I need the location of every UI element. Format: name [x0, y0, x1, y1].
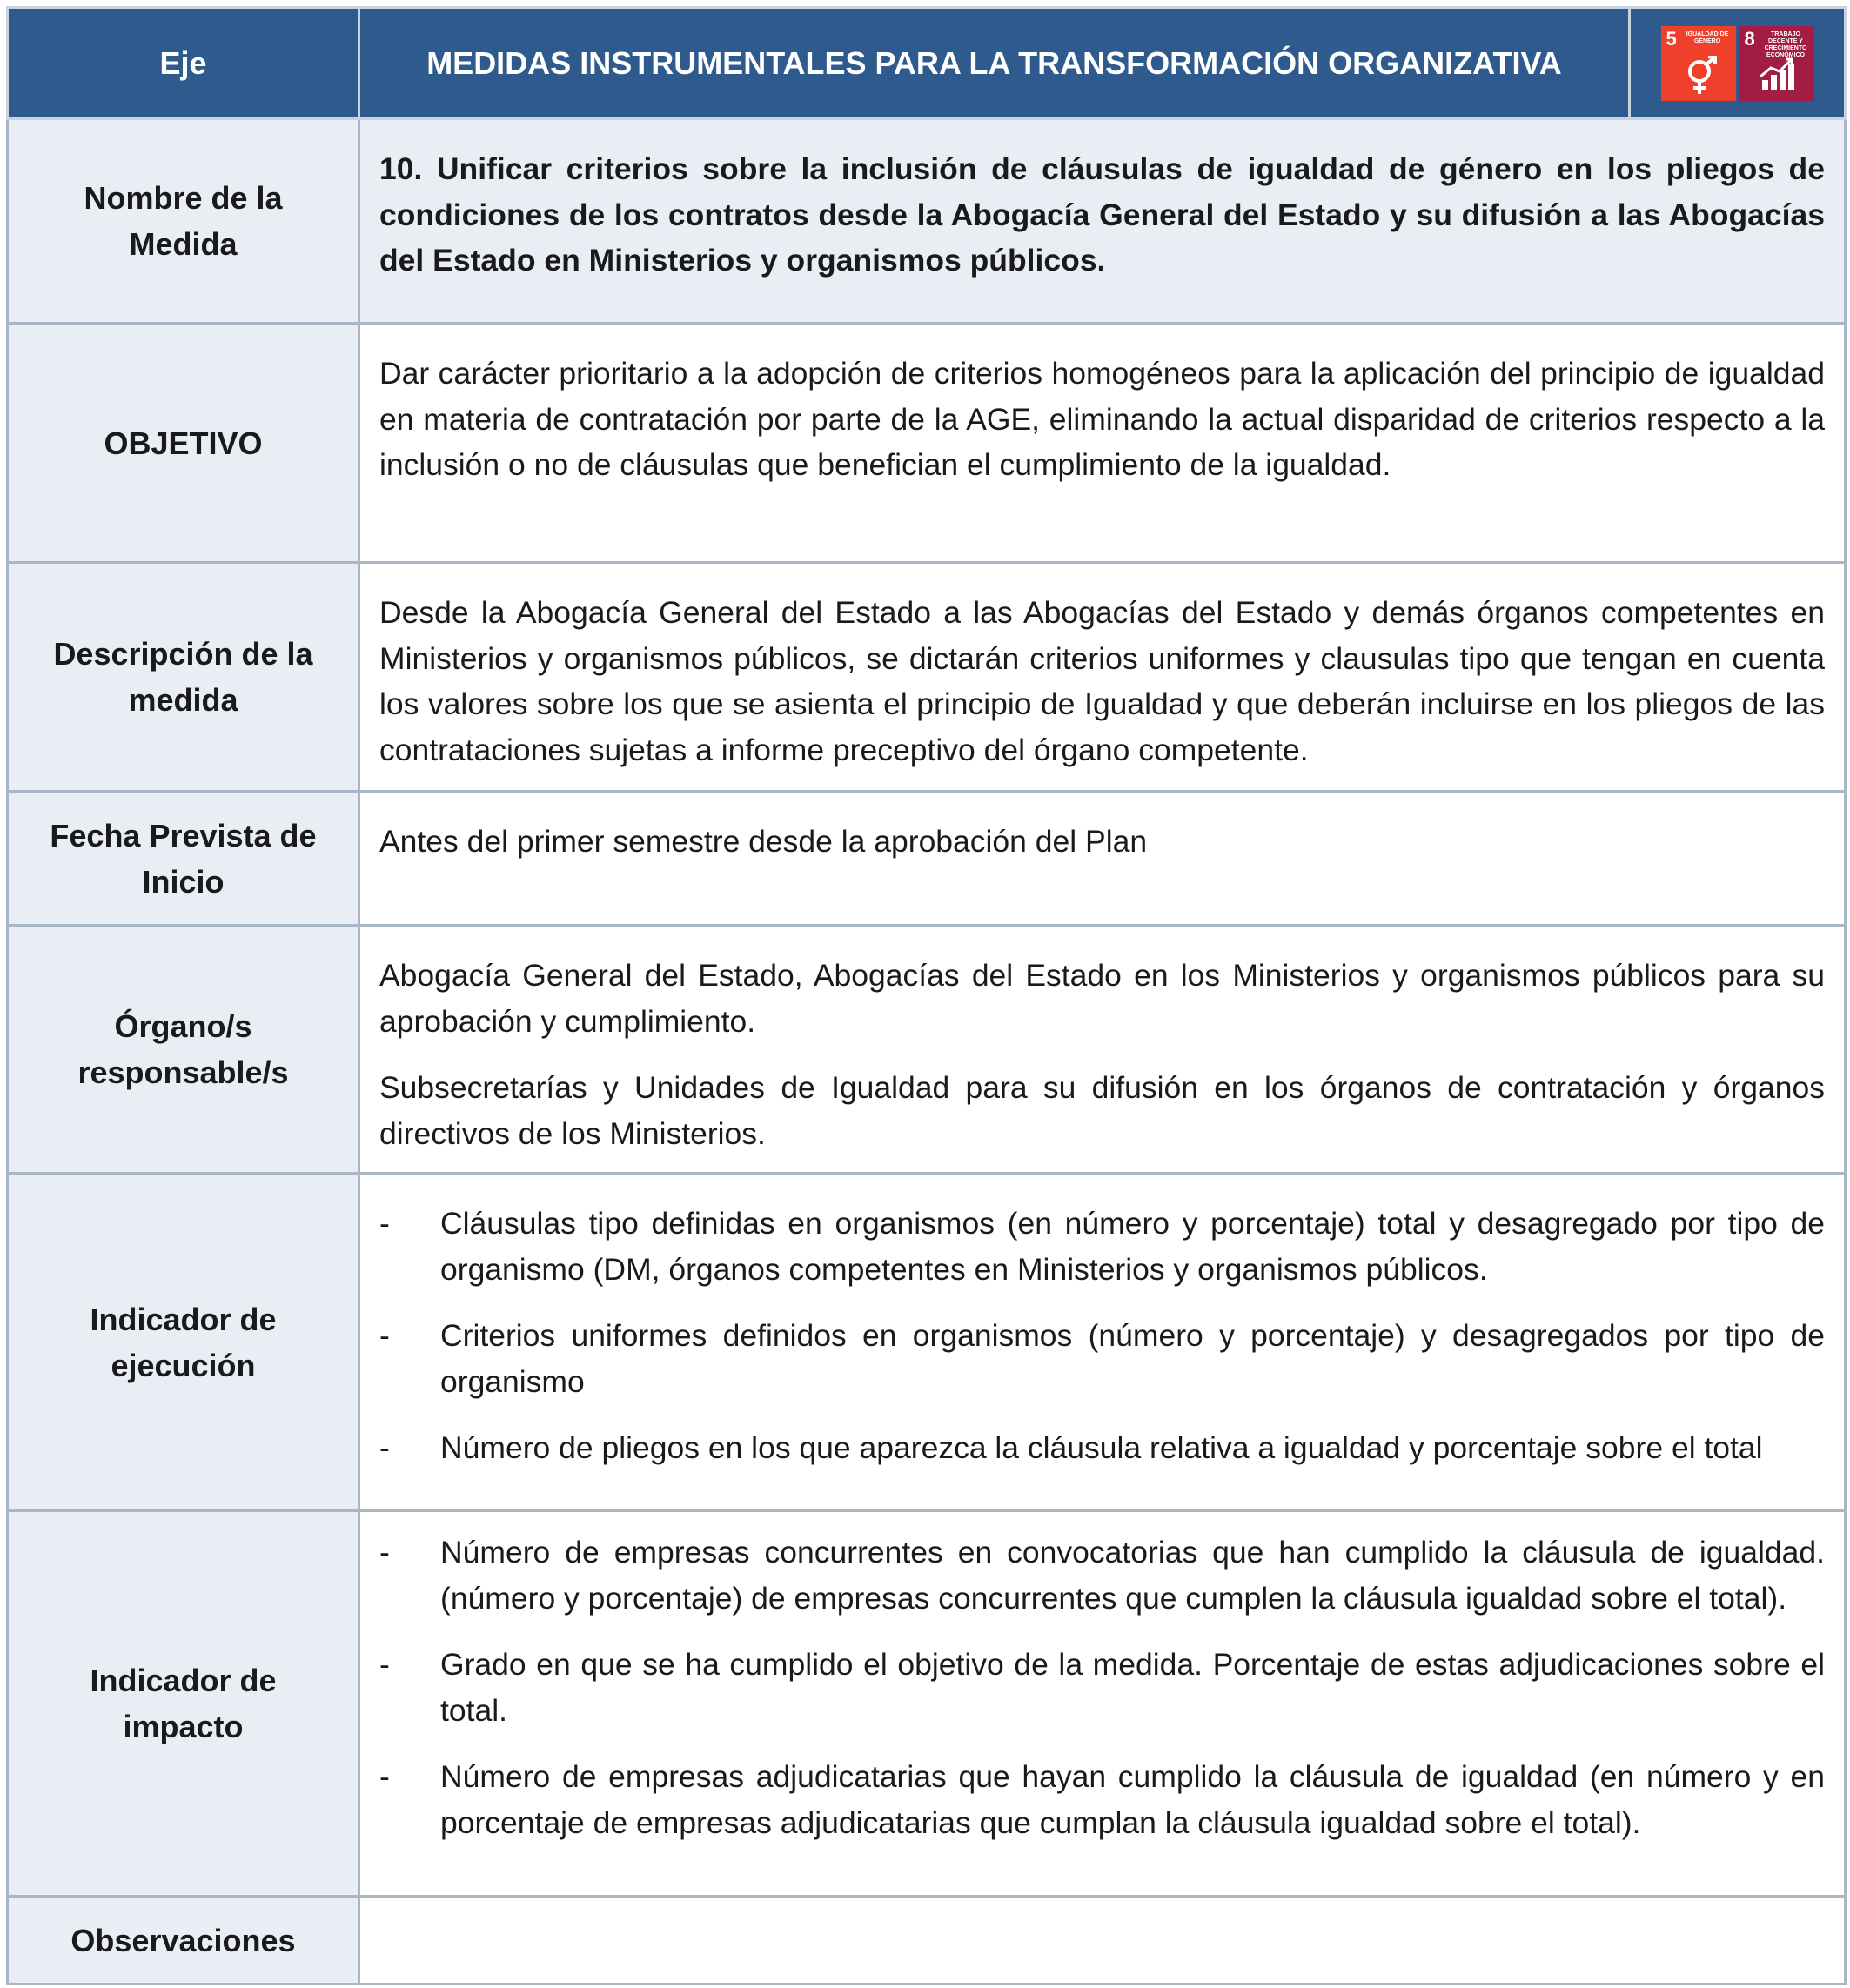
measure-table: [6, 6, 1847, 1985]
header-title: MEDIDAS INSTRUMENTALES PARA LA TRANSFORMACIÓN ORGANIZATIVA: [359, 8, 1630, 119]
label-nombre: Nombre de la Medida: [8, 119, 359, 324]
row-descripcion: [8, 563, 1846, 792]
row-ejecucion: [8, 1174, 1846, 1511]
sdg-8-logo: [1739, 26, 1814, 101]
sdg-5-number: 5: [1666, 27, 1677, 50]
label-objetivo: OBJETIVO: [8, 324, 359, 563]
value-ejecucion: [359, 1174, 1846, 1511]
organo-paragraph: Subsecretarías y Unidades de Igualdad para su difusión en los órganos de contratación y órganos directivos de los Ministerios.: [379, 1070, 1825, 1151]
label-organo: Órgano/s responsable/s: [8, 926, 359, 1174]
list-item: - Grado en que se ha cumplido el objetivo de la medida. Porcentaje de estas adjudicaciones sobre el total.: [379, 1642, 1825, 1733]
impacto-list: [379, 1529, 1825, 1845]
value-fecha-text: Antes del primer semestre desde la aprobación del Plan: [379, 824, 1148, 859]
sdg-logos: [1631, 26, 1844, 101]
value-descripcion: [359, 563, 1846, 792]
label-impacto: Indicador de impacto: [8, 1511, 359, 1897]
value-observaciones: [359, 1897, 1846, 1985]
sdg-8-number: 8: [1744, 27, 1755, 50]
value-objetivo: [359, 324, 1846, 563]
list-item: - Número de empresas concurrentes en convocatorias que han cumplido la cláusula de igualdad. (número y porcentaje) de empresas concurrentes que cumplen la cláusula igualdad sobre el total).: [379, 1529, 1825, 1621]
sdg-5-text: IGUALDAD DE GÉNERO: [1686, 30, 1729, 44]
gender-equality-icon: [1680, 56, 1719, 96]
row-observaciones: [8, 1897, 1846, 1985]
label-descripcion: Descripción de la medida: [8, 563, 359, 792]
sdg-5-logo: [1661, 26, 1736, 101]
value-nombre: [359, 119, 1846, 324]
sdg-logos-cell: [1630, 8, 1846, 119]
measure-table-container: [6, 6, 1844, 1983]
label-observaciones: Observaciones: [8, 1897, 359, 1985]
sdg-8-text: TRABAJO DECENTE Y CRECIMIENTO ECONÓMICO: [1764, 30, 1807, 58]
value-impacto: [359, 1511, 1846, 1897]
ejecucion-list: [379, 1201, 1825, 1471]
value-fecha: [359, 792, 1846, 926]
header-eje: Eje: [8, 8, 359, 119]
header-row: [8, 8, 1846, 119]
row-nombre: [8, 119, 1846, 324]
value-organo: [359, 926, 1846, 1174]
row-fecha: [8, 792, 1846, 926]
label-ejecucion: Indicador de ejecución: [8, 1174, 359, 1511]
list-item: - Número de empresas adjudicatarias que hayan cumplido la cláusula de igualdad (en número y en porcentaje de empresas adjudicatarias que cumplan la cláusula igualdad sobre el total).: [379, 1754, 1825, 1845]
label-fecha: Fecha Prevista de Inicio: [8, 792, 359, 926]
value-nombre-text: 10. Unificar criterios sobre la inclusión de cláusulas de igualdad de género en los pliegos de condiciones de los contratos desde la Abogacía General del Estado y su difusión a las Abogacías del Estado en Ministerios y organismos públicos.: [379, 151, 1825, 278]
row-objetivo: [8, 324, 1846, 563]
list-item: - Cláusulas tipo definidas en organismos (en número y porcentaje) total y desagregado por tipo de organismo (DM, órganos competentes en Ministerios y organismos públicos.: [379, 1201, 1825, 1292]
row-impacto: [8, 1511, 1846, 1897]
value-objetivo-text: Dar carácter prioritario a la adopción de criterios homogéneos para la aplicación del principio de igualdad en materia de contratación por parte de la AGE, eliminando la actual disparidad de criterios respecto a la inclusión o no de cláusulas que benefician el cumplimiento de la igualdad.: [379, 356, 1825, 482]
growth-chart-icon: [1759, 56, 1797, 92]
row-organo: [8, 926, 1846, 1174]
organo-paragraph: Abogacía General del Estado, Abogacías del Estado en los Ministerios y organismos públicos para su aprobación y cumplimiento.: [379, 958, 1825, 1039]
list-item: - Criterios uniformes definidos en organismos (número y porcentaje) y desagregados por tipo de organismo: [379, 1313, 1825, 1404]
value-descripcion-text: Desde la Abogacía General del Estado a las Abogacías del Estado y demás órganos competentes en Ministerios y organismos públicos, se dictarán criterios uniformes y clausulas tipo que tengan en cuenta los valores sobre los que se asienta el principio de Igualdad y que deberán incluirse en los pliegos de las contrataciones sujetas a informe preceptivo del órgano competente.: [379, 595, 1825, 767]
list-item: - Número de pliegos en los que aparezca la cláusula relativa a igualdad y porcentaje sobre el total: [379, 1425, 1825, 1471]
